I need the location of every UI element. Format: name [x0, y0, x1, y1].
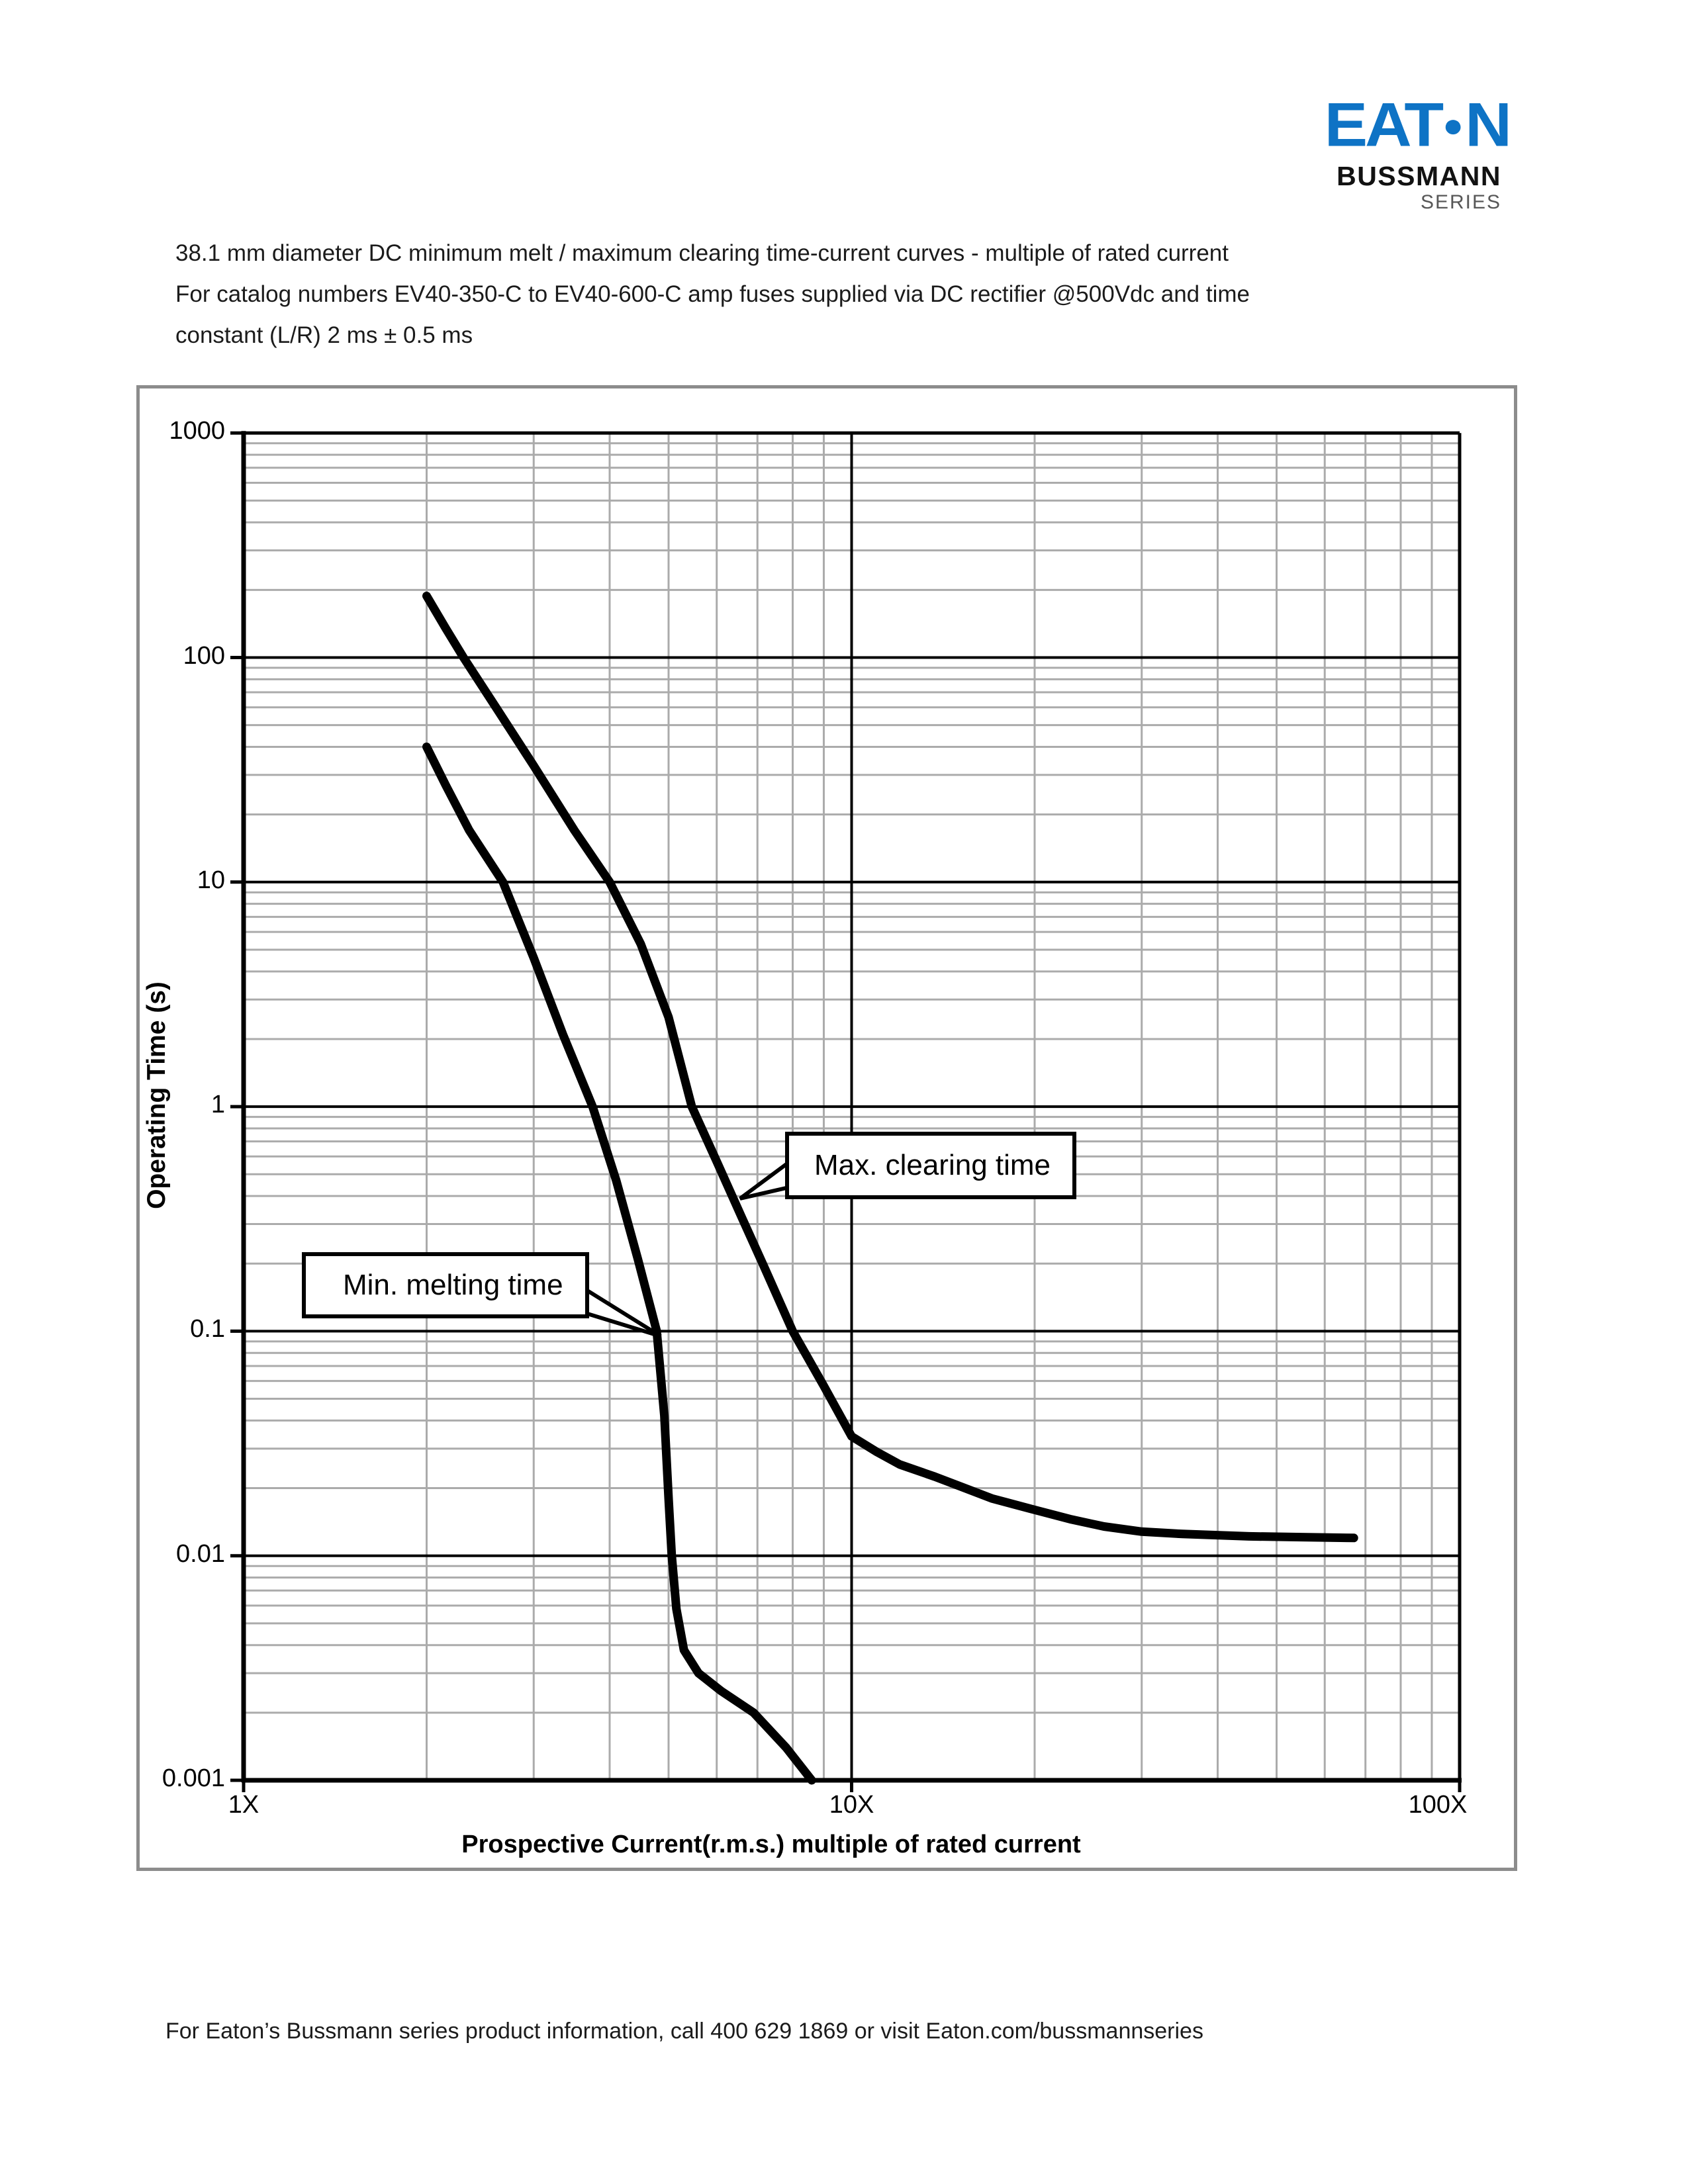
y-tick-label: 0.1: [190, 1315, 225, 1343]
eaton-logo-text-right: N: [1465, 90, 1509, 159]
eaton-bussmann-logo: [1324, 90, 1509, 213]
y-tick-label: 0.001: [162, 1764, 225, 1792]
time-current-curve-plot: [136, 385, 1517, 1871]
chart-title-line-1: 38.1 mm diameter DC minimum melt / maximum clearing time-current curves - multiple of rated current: [175, 240, 1229, 266]
eaton-logo: [1324, 90, 1509, 159]
callout-pointer: [740, 1162, 789, 1199]
y-tick-label: 10: [197, 866, 225, 894]
curve-max-clearing-time: [427, 596, 1354, 1538]
y-axis-title: Operating Time (s): [142, 981, 171, 1209]
series-wordmark: SERIES: [1420, 191, 1501, 213]
min-melting-time-callout: [302, 1252, 589, 1318]
y-tick-label: 100: [183, 641, 225, 670]
chart-title: [175, 233, 1486, 356]
x-tick-label: 10X: [829, 1791, 874, 1819]
max-clearing-time-label: Max. clearing time: [814, 1149, 1051, 1181]
y-tick-label: 0.01: [176, 1539, 225, 1568]
chart-title-line-3: constant (L/R) 2 ms ± 0.5 ms: [175, 322, 473, 348]
x-tick-label: 100X: [1408, 1791, 1468, 1819]
footer-contact-text: For Eaton’s Bussmann series product information, call 400 629 1869 or visit Eaton.com/bussmannseries: [165, 2019, 1203, 2044]
y-tick-label: 1000: [169, 417, 225, 445]
max-clearing-time-callout: [785, 1132, 1076, 1199]
x-axis-title: Prospective Current(r.m.s.) multiple of rated current: [461, 1831, 1081, 1858]
chart-title-line-2: For catalog numbers EV40-350-C to EV40-600-C amp fuses supplied via DC rectifier @500Vdc and time: [175, 281, 1250, 307]
eaton-logo-dot-icon: ●: [1442, 107, 1464, 145]
bussmann-wordmark: BUSSMANN: [1336, 161, 1501, 191]
y-tick-label: 1: [211, 1091, 225, 1119]
x-tick-label: 1X: [228, 1791, 259, 1819]
eaton-logo-text-left: EAT: [1324, 90, 1442, 159]
min-melting-time-label: Min. melting time: [343, 1269, 563, 1301]
